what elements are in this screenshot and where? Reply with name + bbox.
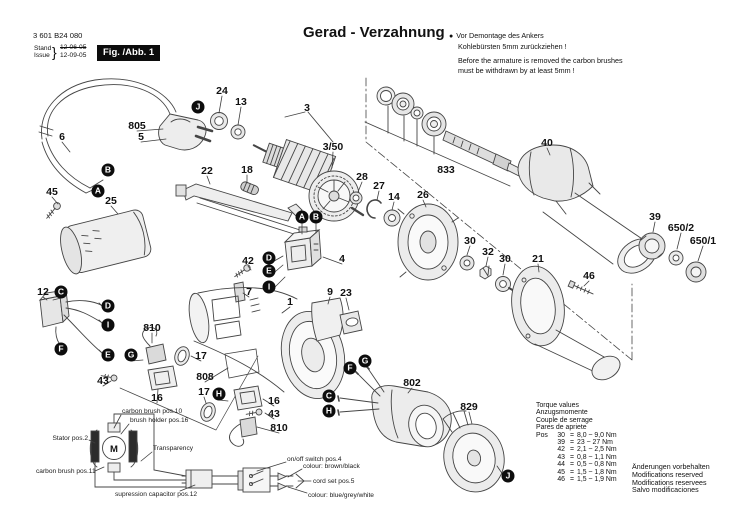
leader-line: [141, 452, 152, 461]
leader-line: [62, 142, 70, 152]
callout-letter: E: [263, 265, 276, 278]
part-number-label: 3/50: [322, 141, 344, 153]
part-number-label: 46: [583, 270, 595, 282]
leader-line: [207, 176, 210, 184]
leader-line: [358, 182, 362, 192]
callout-letter: I: [263, 281, 276, 294]
part-number-label: 22: [201, 165, 213, 177]
callout-letter: D: [263, 252, 276, 265]
torque-table: [536, 402, 617, 483]
part-number-label: 833: [437, 164, 455, 176]
part-number-label: 805: [128, 120, 146, 132]
callout-letter: I: [102, 319, 115, 332]
page-title: Gerad - Verzahnung: [303, 24, 445, 41]
schematic-text-label: Stator pos.2: [52, 435, 88, 442]
callout-letter: A: [296, 211, 309, 224]
callout-letter: C: [55, 286, 68, 299]
modification-notes: [632, 464, 710, 495]
part-number-label: 810: [270, 422, 288, 434]
part-number-label: 4: [339, 253, 345, 265]
leader-line: [377, 191, 379, 200]
schematic-text-label: Transparency: [153, 445, 194, 452]
torque-heading-line: Pares de apriete: [536, 424, 587, 432]
bracket-3: [285, 112, 333, 142]
leader-line: [288, 469, 302, 477]
leader-line: [238, 107, 241, 125]
part-number-label: 16: [268, 395, 280, 407]
document-part-number: 3 601 B24 080: [33, 31, 83, 40]
leader-line: [121, 424, 129, 434]
part-number-label: 17: [198, 386, 210, 398]
callout-letter: J: [502, 470, 515, 483]
part-number-label: 6: [59, 131, 65, 143]
part-number-label: 16: [151, 392, 163, 404]
schematic-text-label: carbon brush pos.11: [36, 468, 96, 475]
callout-letter: B: [102, 164, 115, 177]
figure-number-box: Fig. /Abb. 1: [97, 45, 160, 61]
part-number-label: 45: [46, 186, 58, 198]
capacitor-12-drawing: [40, 290, 103, 354]
cover-21-drawing: [507, 263, 625, 385]
part-number-label: 23: [340, 287, 352, 299]
torque-heading-line: Couple de serrage: [536, 416, 593, 424]
part-number-label: 32: [482, 246, 494, 258]
leader-line: [698, 246, 703, 261]
motor-letter: M: [110, 444, 118, 455]
spring-18: [240, 181, 260, 196]
leader-line: [95, 467, 104, 471]
callout-letter: D: [102, 300, 115, 313]
stand-date-superseded: 12-06-05: [60, 44, 87, 51]
part-number-label: 43: [268, 408, 280, 420]
modification-note-line: Salvo modificaciones: [632, 486, 699, 495]
schematic-text-label: colour: brown/black: [303, 463, 360, 470]
torque-row: 44 = 0,5 ~ 0,8 Nm: [557, 461, 617, 469]
part-number-label: 829: [460, 401, 478, 413]
stator-802-drawing: [338, 365, 451, 451]
torque-row: 42 = 2,1 ~ 2,5 Nm: [557, 446, 617, 454]
part-number-label: 42: [242, 255, 254, 267]
part-number-label: 5: [138, 131, 144, 143]
torque-row: Pos 30 = 8,0 ~ 9,0 Nm: [536, 431, 617, 439]
leader-line: [346, 298, 349, 310]
modification-note-line: Modifications reservees: [632, 478, 707, 487]
schematic-text-label: supression capacitor pos.12: [115, 491, 198, 498]
bearing-flange-26-drawing: [398, 204, 458, 280]
leader-line: [486, 257, 488, 266]
stand-label: Stand: [34, 45, 52, 52]
part-number-label: 26: [417, 189, 429, 201]
part-number-label: 13: [235, 96, 247, 108]
part-number-label: 21: [532, 253, 544, 265]
leader-line: [469, 412, 472, 424]
part-number-label: 30: [464, 235, 476, 247]
callout-letter: C: [323, 390, 336, 403]
part-number-label: 18: [241, 164, 253, 176]
part-number-label: 3: [304, 102, 310, 114]
torque-row: 43 = 0,8 ~ 1,1 Nm: [557, 453, 617, 461]
torque-row: 39 = 23 ~ 27 Nm: [557, 439, 613, 447]
notice-de-1: Vor Demontage des Ankers: [456, 31, 544, 40]
schematic-text-label: on/off switch pos.4: [287, 456, 342, 463]
part-number-label: 24: [216, 85, 228, 97]
leader-line: [257, 462, 286, 471]
torque-row: 46 = 1,5 ~ 1,9 Nm: [557, 476, 617, 484]
callout-letter: F: [55, 343, 68, 356]
schematic-text-label: cord set pos.5: [313, 478, 355, 485]
part-number-label: 25: [105, 195, 117, 207]
issue-label: Issue: [34, 52, 50, 59]
part-number-label: 17: [195, 350, 207, 362]
leader-line: [219, 96, 222, 113]
part-number-label: 650/1: [689, 235, 717, 247]
notice-de-2: Kohlebürsten 5mm zurückziehen !: [458, 42, 567, 51]
schematic-text-label: brush holder pos.16: [130, 417, 189, 424]
callout-letter: F: [344, 362, 357, 375]
brace-glyph: }: [52, 44, 57, 60]
torque-heading-line: Anzugsmomente: [536, 409, 588, 417]
torque-heading-line: Torque values: [536, 402, 579, 409]
part-number-label: 43: [97, 375, 109, 387]
part-number-label: 28: [356, 171, 368, 183]
callout-letter: J: [192, 101, 205, 114]
part-number-label: 12: [37, 286, 49, 298]
part-number-label: 39: [649, 211, 661, 223]
brush-set-left-drawing: [101, 328, 192, 390]
modification-note-line: Modifications reserved: [632, 470, 703, 479]
leader-line: [677, 233, 681, 249]
callout-letter: E: [102, 349, 115, 362]
modification-note-line: Änderungen vorbehalten: [632, 463, 710, 471]
part-number-label: 9: [327, 286, 333, 298]
part-number-label: 14: [388, 191, 400, 203]
leader-line: [503, 264, 505, 275]
notice-en-1: Before the armature is removed the carbon brushes: [458, 56, 623, 65]
lever-22-drawing: [176, 181, 302, 235]
leader-line: [653, 222, 655, 232]
part-number-label: 808: [196, 371, 214, 383]
torque-row: 45 = 1,5 ~ 1,8 Nm: [557, 468, 617, 476]
callout-letter: B: [310, 211, 323, 224]
motor-housing-25-drawing: [44, 201, 152, 276]
callout-letter: G: [359, 355, 372, 368]
callout-letter: H: [213, 388, 226, 401]
callout-letter: H: [323, 405, 336, 418]
part-number-label: 802: [403, 377, 421, 389]
part-number-label: 1: [287, 296, 293, 308]
part-number-label: 30: [499, 253, 511, 265]
switch-4-drawing: [285, 227, 321, 270]
notice-en-2: must be withdrawn by at least 5mm !: [458, 66, 575, 75]
leader-line: [111, 206, 118, 214]
part-number-label: 27: [373, 180, 385, 192]
leader-line: [288, 487, 307, 493]
part-number-label: 810: [143, 322, 161, 334]
part-number-label: 40: [541, 137, 553, 149]
leader-line: [467, 246, 470, 255]
part-number-label: 650/2: [667, 222, 695, 234]
issue-date: 12-09-05: [60, 52, 87, 59]
part-number-label: 7: [246, 286, 252, 298]
leader-line: [392, 202, 394, 210]
schematic-text-label: carbon brush pos.10: [122, 408, 183, 415]
bullet-icon: ●: [449, 33, 454, 40]
callout-letter: A: [92, 185, 105, 198]
schematic-text-label: colour: blue/grey/white: [308, 492, 374, 499]
callout-letter: G: [125, 349, 138, 362]
